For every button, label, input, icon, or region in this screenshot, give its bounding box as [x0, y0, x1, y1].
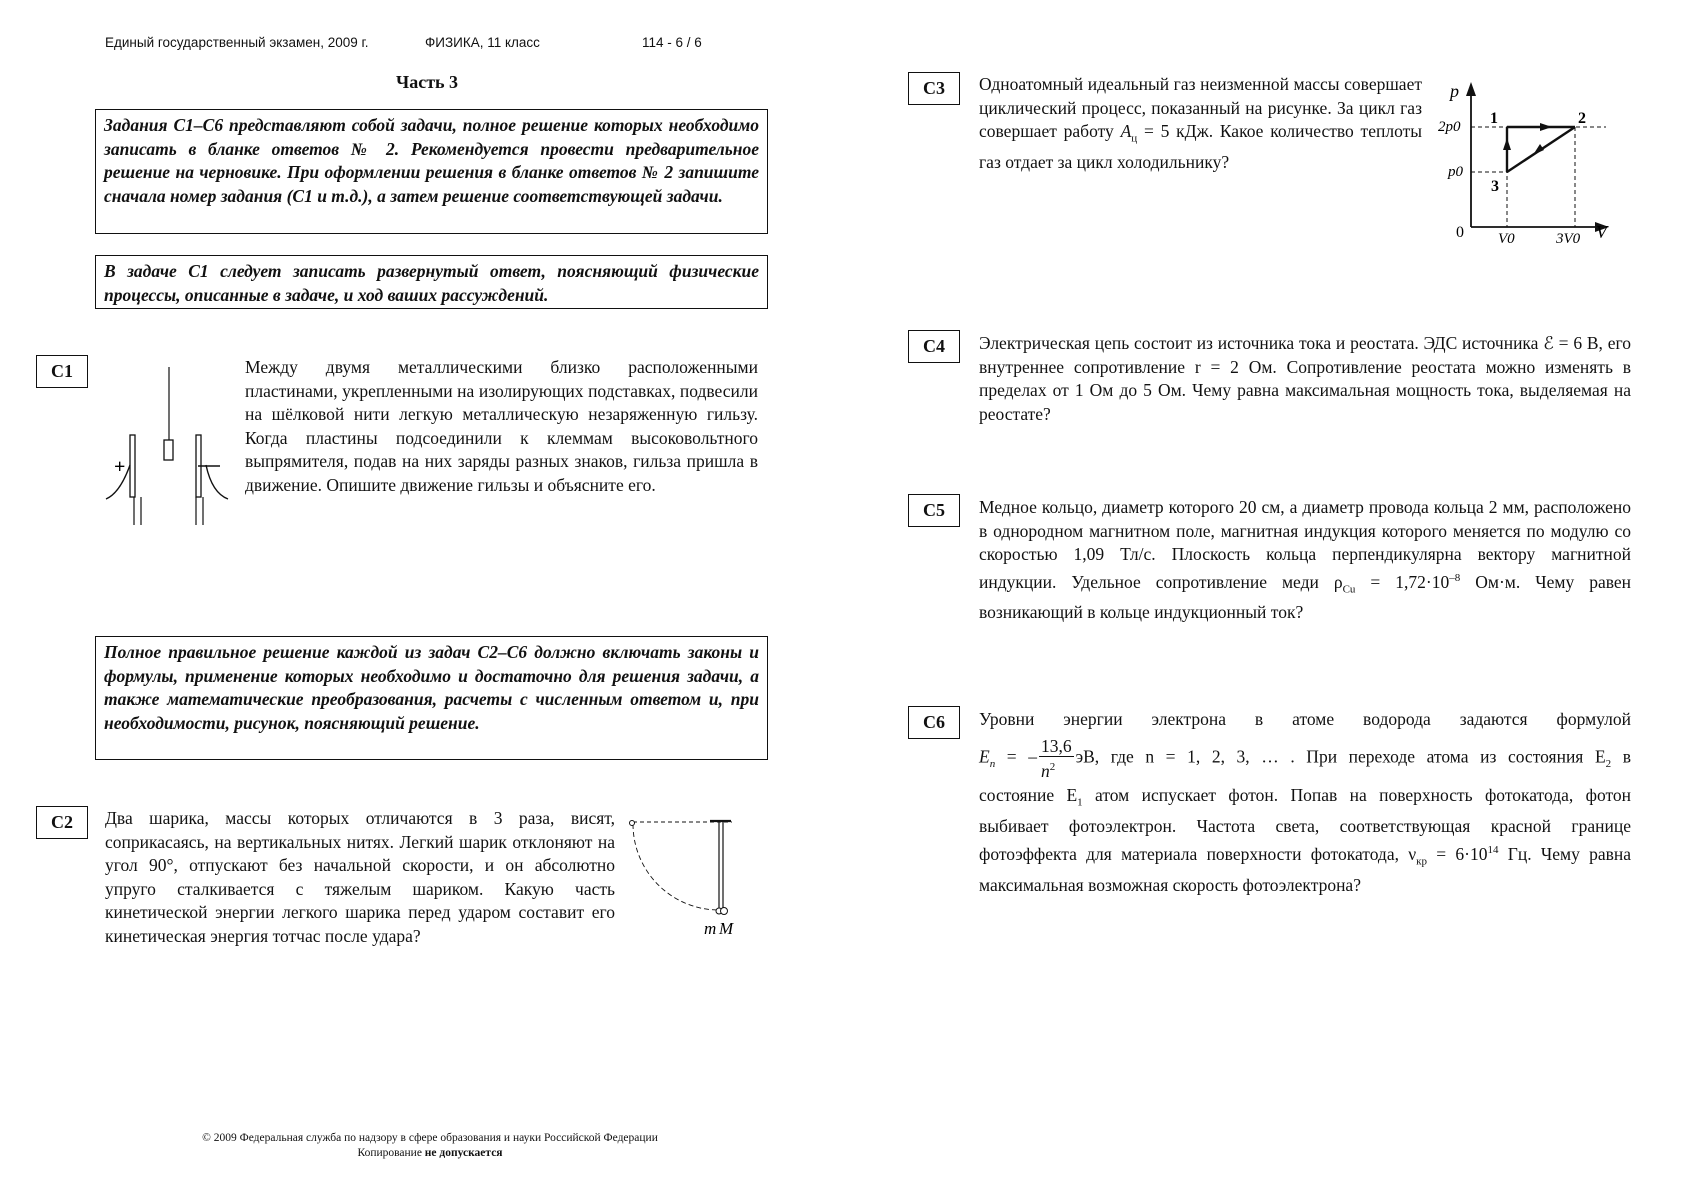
header-exam: Единый государственный экзамен, 2009 г.	[105, 35, 369, 50]
c6-text-end: Гц. Чему равна максимальная возможная скорость фотоэлектрона?	[979, 843, 1631, 895]
c1-instruction-text: В задаче С1 следует записать развернутый ответ, поясняющий физические процессы, описанные в задаче, и ход ваших рассуждений.	[104, 261, 759, 305]
c6-nu-exp: 14	[1487, 843, 1499, 856]
intro-note	[95, 109, 768, 234]
c6-formula-line	[979, 736, 1631, 781]
c3-point-1: 1	[1490, 110, 1498, 127]
c6-line2-end: в	[1611, 745, 1631, 766]
c1-instruction-note	[95, 255, 768, 309]
c2-c6-instruction-note	[95, 636, 768, 760]
c2-c6-instruction-text: Полное правильное решение каждой из задач С2–С6 должно включать законы и формулы, применение которых необходимо и достаточно для решения задачи, а также математические преобразования, расчеты с численным ответом и, при необходимости, рисунок, поясняющий решение.	[104, 642, 759, 733]
task-c1-text: Между двумя металлическими близко расположенными пластинами, укрепленными на изолирующих подставках, подвесили на шёлковой нити легкую металлическую незаряженную гильзу. Когда пластины подсоединили к клеммам высоковольтного выпрямителя, подав на них заряды разных знаков, гильза пришла в движение. Опишите движение гильзы и объясните его.	[245, 357, 758, 495]
c5-rho-sub: Cu	[1342, 582, 1356, 595]
c2-pendulum-figure	[625, 815, 745, 940]
c3-axis-p: p	[1450, 81, 1459, 101]
c3-tick-3v0: 3V0	[1556, 231, 1581, 247]
header-page: 114 - 6 / 6	[642, 35, 702, 50]
footer-copy-b: не допускается	[424, 1147, 503, 1159]
task-c5-label: С5	[908, 494, 960, 527]
c3-tick-v0: V0	[1498, 231, 1515, 247]
c3-work-var: A	[1120, 121, 1132, 141]
c6-state-to-sub: 1	[1077, 796, 1083, 809]
footer-copyright: © 2009 Федеральная служба по надзору в сфере образования и науки Российской Федерации	[202, 1132, 658, 1144]
c1-plus-sign: +	[114, 456, 126, 478]
c3-work-sub: ц	[1131, 132, 1138, 145]
c1-plates-figure	[110, 365, 240, 535]
c3-tick-2p0: 2p0	[1438, 119, 1461, 135]
c3-origin: 0	[1456, 224, 1464, 241]
c3-pv-graph	[1428, 80, 1618, 250]
task-c6-text	[979, 708, 1631, 897]
footer	[130, 1131, 730, 1161]
c3-point-3: 3	[1491, 178, 1499, 195]
c6-line1: Уровни энергии электрона в атоме водорода задаются формулой	[979, 709, 1631, 729]
intro-note-text: Задания С1–С6 представляют собой задачи, полное решение которых необходимо записать в бланке ответов № 2. Рекомендуется провести предварительное решение на черновике. При оформлении решения в бланке ответов № 2 запишите сначала номер задания (С1 и т.д.), а затем решение соответствующей задачи.	[104, 115, 759, 206]
c6-state-from-sub: 2	[1605, 757, 1612, 770]
footer-copy-note	[130, 1146, 730, 1161]
task-c2-text: Два шарика, массы которых отличаются в 3 раза, висят, соприкасаясь, на вертикальных нитях. Легкий шарик отклоняют на угол 90°, отпускают без начальной скорости, и он абсолютно упруго сталкивается с тяжелым шариком. Какую часть кинетической энергии легкого шарика перед ударом составит его кинетическая энергия тотчас после удара?	[105, 808, 615, 946]
c6-formula-num: 13,6	[1041, 735, 1072, 756]
c6-formula-den-exp: 2	[1049, 760, 1056, 773]
c6-formula-den-wrap	[1039, 757, 1074, 781]
c2-label-big-m: M	[719, 919, 734, 938]
c6-nu-value: = 6·10	[1427, 843, 1488, 864]
c3-axis-v: V	[1596, 222, 1607, 242]
c6-rest	[979, 784, 1631, 897]
c3-tick-p0: p0	[1448, 164, 1463, 180]
c6-formula-fraction	[1039, 736, 1074, 781]
c5-text-a: Медное кольцо, диаметр которого 20 см, а диаметр провода кольца 2 мм, расположено в однородном магнитном поле, магнитная индукция которого меняется по модулю со скоростью 1,09 Тл/с. Плоскость кольца перпендикулярна вектору магнитной индукции. Удельное сопротивление меди ρ	[979, 497, 1631, 592]
c3-point-2: 2	[1578, 110, 1586, 127]
c6-formula-eq: = –	[995, 745, 1037, 766]
task-c2-label: С2	[36, 806, 88, 839]
c6-formula-den: n	[1041, 760, 1050, 781]
task-c6-label: С6	[908, 706, 960, 739]
task-c1-label: С1	[36, 355, 88, 388]
c3-text-a: Одноатомный идеальный газ неизменной массы совершает циклический процесс, показанный на рисунке. За цикл газ совершает работу	[979, 74, 1422, 141]
task-c3-label: С3	[908, 72, 960, 105]
c5-rho-value: = 1,72·10	[1355, 571, 1450, 592]
task-c5-text	[979, 496, 1631, 625]
c2-label-m: m	[704, 919, 717, 938]
task-c4-label: С4	[908, 330, 960, 363]
footer-copy-a: Копирование	[357, 1147, 425, 1159]
task-c3-text	[979, 73, 1422, 175]
c6-formula-unit: эВ, где n = 1, 2, 3, … . При переходе атома из состояния E	[1075, 745, 1606, 766]
part-title: Часть 3	[396, 72, 459, 92]
c6-text-mid-b: атом испускает фотон. Попав на поверхность фотокатода, фотон выбивает фотоэлектрон. Частота света, соответствующая красной границе фотоэффекта для материала поверхности фотокатода, ν	[979, 785, 1631, 864]
c5-text-b: Ом·м. Чему равен возникающий в кольце индукционный ток?	[979, 571, 1632, 623]
c6-formula-sub: n	[989, 757, 996, 770]
header-subject: ФИЗИКА, 11 класс	[425, 35, 540, 50]
c6-text-mid-a: состояние E	[979, 785, 1078, 806]
c3-text-b: = 5 кДж. Какое количество теплоты газ отдает за цикл холодильнику?	[979, 121, 1422, 172]
c5-rho-exp: –8	[1449, 571, 1461, 584]
c6-nu-sub: кр	[1416, 855, 1428, 868]
c6-formula-e: E	[979, 745, 990, 766]
task-c4-text: Электрическая цепь состоит из источника тока и реостата. ЭДС источника ℰ = 6 В, его внутреннее сопротивление r = 2 Ом. Сопротивление реостата можно изменять в пределах от 1 Ом до 5 Ом. Чему равна максимальная мощность тока, выделяемая на реостате?	[979, 333, 1631, 424]
